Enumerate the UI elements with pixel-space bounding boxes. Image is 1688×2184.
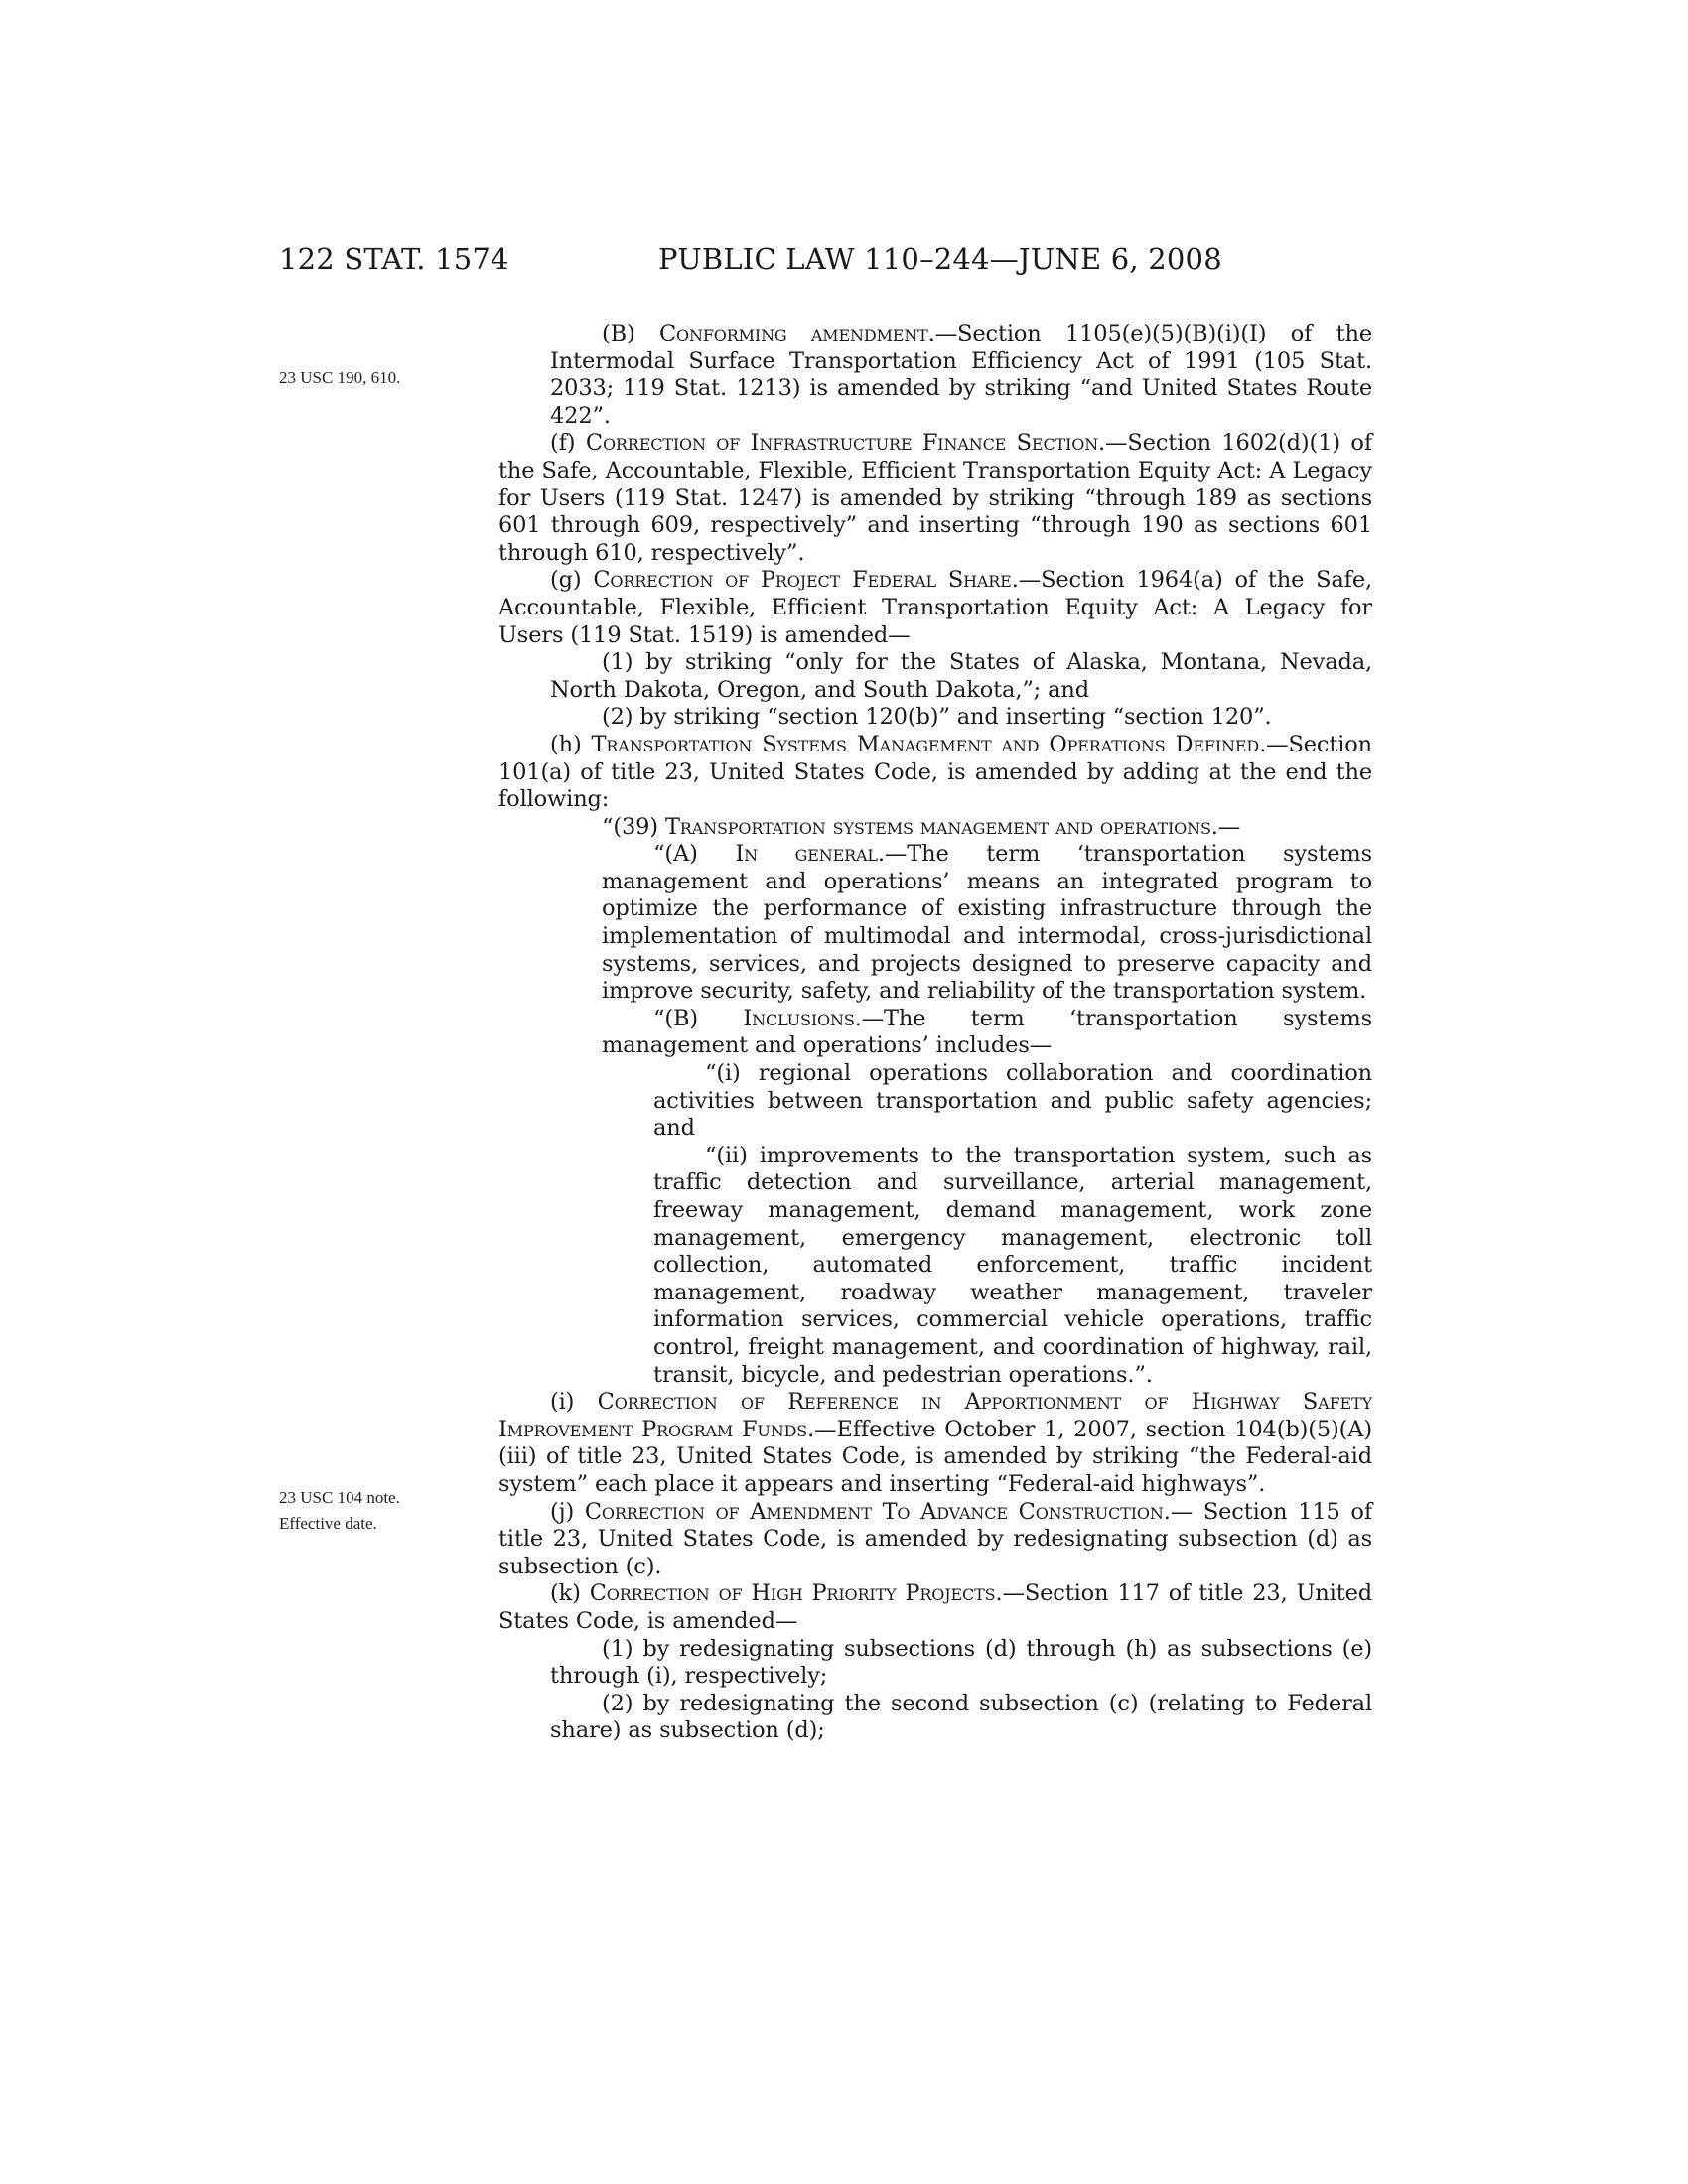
paragraph-b-conforming: (B) Conforming amendment.—Section 1105(e)(5)(B)(i)(I) of the Intermodal Surface Transportation Efficiency Act of 1991 (105 Stat. 2033; 119 Stat. 1213) is amended by striking “and United States Route 422”. xyxy=(550,321,1372,429)
paragraph-39: “(39) Transportation systems management and operations.— xyxy=(602,813,1241,840)
subsection-g-item-1: (1) by striking “only for the States of Alaska, Montana, Nevada, North Dakota, Oregon, and South Dakota,”; and xyxy=(550,649,1372,703)
subsection-f: (f) Correction of Infrastructure Finance Section.—Section 1602(d)(1) of the Safe, Accountable, Flexible, Efficient Transportation Equity Act: A Legacy for Users (119 Stat. 1247) is amended by striking “through 189 as sections 601 through 609, respectively” and inserting “through 190 as sections 601 through 610, respectively”. xyxy=(498,430,1372,566)
subsection-heading: Transportation Systems Management and Operations Defined. xyxy=(591,731,1267,757)
margin-note-usc-190: 23 USC 190, 610. xyxy=(279,368,401,387)
subsection-k-item-2: (2) by redesignating the second subsection (c) (relating to Federal share) as subsection (d); xyxy=(550,1690,1372,1744)
subsection-g-item-2: (2) by striking “section 120(b)” and inserting “section 120”. xyxy=(602,704,1272,731)
subsection-h: (h) Transportation Systems Management and Operations Defined.—Section 101(a) of title 23, United States Code, is amended by adding at the end the following: xyxy=(498,731,1372,813)
statute-body xyxy=(498,321,1372,1745)
subsection-i: (i) Correction of Reference in Apportionment of Highway Safety Improvement Program Funds.—Effective October 1, 2007, section 104(b)(5)(A)(iii) of title 23, United States Code, is amended by striking “the Federal-aid system” each place it appears and inserting “Federal-aid highways”. xyxy=(498,1389,1372,1497)
subsection-heading: Correction of Reference in Apportionment of Highway Safety Improvement Program Funds. xyxy=(498,1389,1372,1442)
margin-note-effective-date: Effective date. xyxy=(279,1514,377,1533)
subsection-g: (g) Correction of Project Federal Share.—Section 1964(a) of the Safe, Accountable, Flexible, Efficient Transportation Equity Act: A Legacy for Users (119 Stat. 1519) is amended— xyxy=(498,567,1372,648)
paragraph-heading: In general. xyxy=(735,841,885,868)
subsection-j: (j) Correction of Amendment To Advance Construction.— Section 115 of title 23, United States Code, is amended by redesignating subsection (d) as subsection (c). xyxy=(498,1498,1372,1579)
clause-b-i: “(i) regional operations collaboration and coordination activities between transportation and public safety agencies; and xyxy=(653,1060,1372,1142)
subsection-k: (k) Correction of High Priority Projects.—Section 117 of title 23, United States Code, is amended— xyxy=(498,1580,1373,1634)
subsection-heading: Correction of Infrastructure Finance Section. xyxy=(585,430,1106,457)
paragraph-39-a: “(A) In general.—The term ‘transportation systems management and operations’ means an integrated program to optimize the performance of existing infrastructure through the implementation of multimodal and intermodal, cross-jurisdictional systems, services, and projects designed to preserve capacity and improve security, safety, and reliability of the transportation system. xyxy=(602,841,1372,1005)
paragraph-heading: Transportation systems management and operations. xyxy=(664,813,1218,840)
subsection-heading: Correction of Amendment To Advance Construction. xyxy=(584,1498,1171,1525)
paragraph-39-b: “(B) Inclusions.—The term ‘transportation systems management and operations’ includes— xyxy=(602,1005,1372,1059)
page-header xyxy=(0,242,1688,282)
subsection-heading: Correction of Project Federal Share. xyxy=(593,567,1019,594)
paragraph-heading: Inclusions. xyxy=(743,1005,862,1031)
paragraph-heading: Conforming amendment. xyxy=(658,321,935,346)
clause-b-ii: “(ii) improvements to the transportation system, such as traffic detection and surveillance, arterial management, freeway management, demand management, work zone management, emergency management, electronic toll collection, automated enforcement, traffic incident management, roadway weather management, traveler information services, commercial vehicle operations, traffic control, freight management, and coordination of highway, rail, transit, bicycle, and pedestrian operations.”. xyxy=(653,1142,1372,1388)
subsection-heading: Correction of High Priority Projects. xyxy=(589,1580,1003,1607)
margin-note-usc-104: 23 USC 104 note. xyxy=(279,1488,400,1507)
public-law-title: PUBLIC LAW 110–244—JUNE 6, 2008 xyxy=(658,242,1222,276)
stat-citation: 122 STAT. 1574 xyxy=(279,242,509,276)
subsection-k-item-1: (1) by redesignating subsections (d) through (h) as subsections (e) through (i), respectively; xyxy=(550,1635,1372,1690)
